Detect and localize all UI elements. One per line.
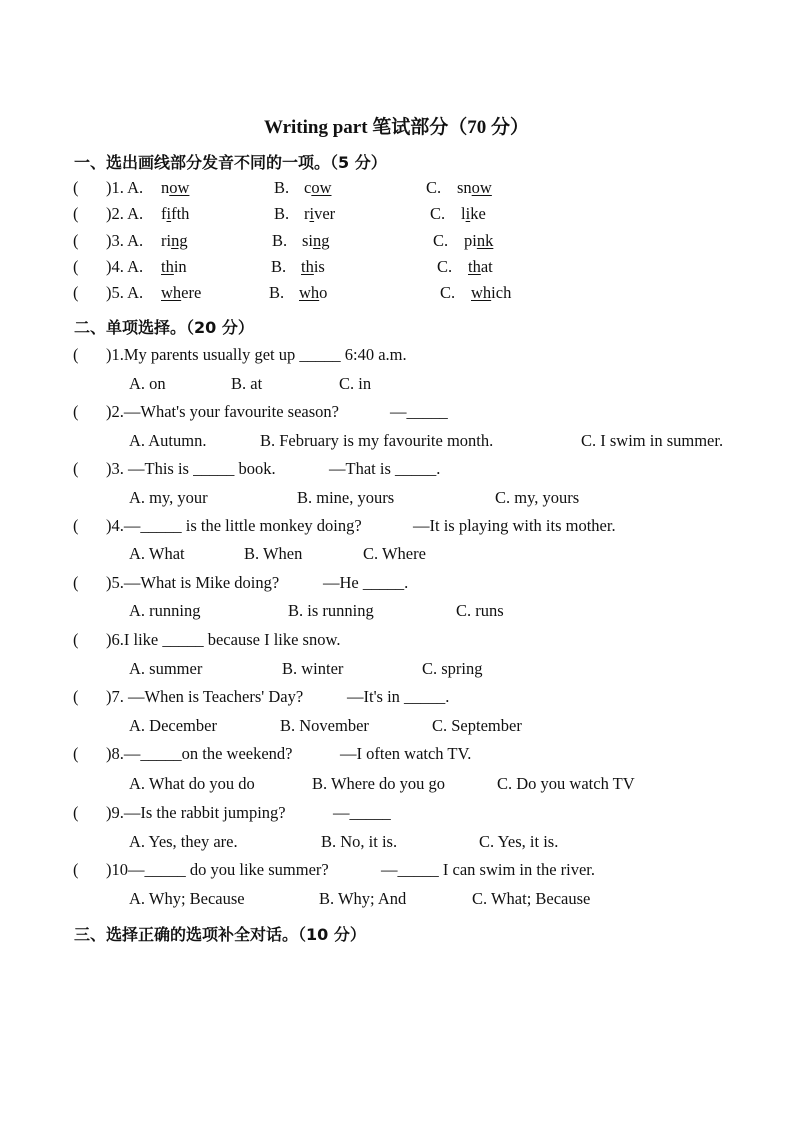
option-a: thin <box>161 257 187 276</box>
options-row <box>0 431 793 457</box>
question-stem: )7. —When is Teachers' Day? <box>106 687 304 706</box>
question-stem: )1.My parents usually get up _____ 6:40 a.m. <box>106 345 407 364</box>
answer-paren[interactable]: ( <box>73 204 79 223</box>
section-2-heading: 二、单项选择。（20 分） <box>74 318 254 337</box>
answer-paren[interactable]: ( <box>73 178 79 197</box>
option-b-label: B. <box>269 283 285 302</box>
option-b: B. mine, yours <box>297 488 395 507</box>
option-a: fifth <box>161 204 190 223</box>
answer-blank: —That is _____. <box>329 459 441 478</box>
option-c-label: C. <box>430 204 446 223</box>
question-number: )3. A. <box>106 231 144 250</box>
option-b: river <box>304 204 336 223</box>
answer-blank: —I often watch TV. <box>340 744 472 763</box>
answer-paren[interactable]: ( <box>73 573 79 592</box>
options-row <box>0 544 793 570</box>
options-row <box>0 832 793 858</box>
option-b-label: B. <box>274 204 290 223</box>
option-b-label: B. <box>271 257 287 276</box>
options-row <box>0 374 793 400</box>
option-a: A. running <box>129 601 201 620</box>
option-c-label: C. <box>437 257 453 276</box>
option-a: A. on <box>129 374 166 393</box>
answer-paren[interactable]: ( <box>73 257 79 276</box>
answer-blank: —It's in _____. <box>347 687 450 706</box>
option-c: pink <box>464 231 494 250</box>
answer-blank: —_____ I can swim in the river. <box>381 860 596 879</box>
question-row <box>0 257 793 283</box>
question-row <box>0 744 793 770</box>
question-stem: )4.—_____ is the little monkey doing? <box>106 516 362 535</box>
option-b: B. When <box>244 544 303 563</box>
option-c: snow <box>457 178 492 197</box>
options-row <box>0 488 793 514</box>
option-b: this <box>301 257 325 276</box>
options-row <box>0 716 793 742</box>
option-b: sing <box>302 231 330 250</box>
question-number: )2. A. <box>106 204 144 223</box>
answer-paren[interactable]: ( <box>73 459 79 478</box>
option-c: C. my, yours <box>495 488 580 507</box>
question-stem: )2.—What's your favourite season? <box>106 402 339 421</box>
option-a: A. Why; Because <box>129 889 245 908</box>
options-row <box>0 601 793 627</box>
option-a: A. Yes, they are. <box>129 832 238 851</box>
question-stem: )8.—_____on the weekend? <box>106 744 293 763</box>
answer-blank: —_____ <box>390 402 448 421</box>
option-c: C. September <box>432 716 522 735</box>
question-number: )5. A. <box>106 283 144 302</box>
question-row <box>0 231 793 257</box>
question-row <box>0 516 793 542</box>
options-row <box>0 889 793 915</box>
answer-blank: —It is playing with its mother. <box>413 516 616 535</box>
options-row <box>0 774 793 800</box>
option-c: C. Yes, it is. <box>479 832 559 851</box>
option-c: that <box>468 257 493 276</box>
option-c-label: C. <box>426 178 442 197</box>
option-c: C. Where <box>363 544 426 563</box>
answer-paren[interactable]: ( <box>73 402 79 421</box>
option-b: cow <box>304 178 332 197</box>
question-stem: )3. —This is _____ book. <box>106 459 276 478</box>
question-row <box>0 345 793 371</box>
option-c: C. runs <box>456 601 504 620</box>
option-c: C. in <box>339 374 372 393</box>
answer-paren[interactable]: ( <box>73 231 79 250</box>
option-c-label: C. <box>440 283 456 302</box>
option-a: where <box>161 283 202 302</box>
question-stem: )5.—What is Mike doing? <box>106 573 280 592</box>
option-a: A. What do you do <box>129 774 255 793</box>
option-b: B. No, it is. <box>321 832 398 851</box>
section-1-heading: 一、选出画线部分发音不同的一项。（5 分） <box>74 153 387 172</box>
question-row <box>0 803 793 829</box>
option-b-label: B. <box>274 178 290 197</box>
answer-paren[interactable]: ( <box>73 860 79 879</box>
option-b: B. at <box>231 374 263 393</box>
question-stem: )6.I like _____ because I like snow. <box>106 630 341 649</box>
question-row <box>0 687 793 713</box>
question-row <box>0 178 793 204</box>
option-b: B. November <box>280 716 369 735</box>
answer-blank: —_____ <box>333 803 391 822</box>
option-a: A. summer <box>129 659 203 678</box>
option-c: C. spring <box>422 659 483 678</box>
answer-paren[interactable]: ( <box>73 345 79 364</box>
option-a: A. my, your <box>129 488 208 507</box>
question-number: )1. A. <box>106 178 144 197</box>
question-row <box>0 860 793 886</box>
question-row <box>0 402 793 428</box>
question-row <box>0 283 793 309</box>
option-b: B. Why; And <box>319 889 407 908</box>
question-number: )4. A. <box>106 257 144 276</box>
option-b: B. is running <box>288 601 374 620</box>
answer-paren[interactable]: ( <box>73 687 79 706</box>
option-a: A. Autumn. <box>129 431 207 450</box>
option-c: C. Do you watch TV <box>497 774 635 793</box>
page-title: Writing part 笔试部分（70 分） <box>263 117 530 138</box>
option-b: B. February is my favourite month. <box>260 431 494 450</box>
section-3-heading: 三、选择正确的选项补全对话。（10 分） <box>74 925 366 944</box>
question-row <box>0 630 793 656</box>
option-b-label: B. <box>272 231 288 250</box>
option-b: B. winter <box>282 659 344 678</box>
answer-paren[interactable]: ( <box>73 516 79 535</box>
answer-paren[interactable]: ( <box>73 744 79 763</box>
question-stem: )10—_____ do you like summer? <box>106 860 329 879</box>
option-a: A. What <box>129 544 185 563</box>
answer-paren[interactable]: ( <box>73 283 79 302</box>
answer-blank: —He _____. <box>323 573 409 592</box>
answer-paren[interactable]: ( <box>73 630 79 649</box>
option-c: which <box>471 283 512 302</box>
question-row <box>0 459 793 485</box>
question-stem: )9.—Is the rabbit jumping? <box>106 803 286 822</box>
option-a: ring <box>161 231 188 250</box>
option-c: like <box>461 204 486 223</box>
question-row <box>0 204 793 230</box>
option-a: now <box>161 178 190 197</box>
option-c: C. What; Because <box>472 889 591 908</box>
question-row <box>0 573 793 599</box>
option-a: A. December <box>129 716 217 735</box>
option-c: C. I swim in summer. <box>581 431 724 450</box>
option-c-label: C. <box>433 231 449 250</box>
option-b: who <box>299 283 328 302</box>
options-row <box>0 659 793 685</box>
answer-paren[interactable]: ( <box>73 803 79 822</box>
option-b: B. Where do you go <box>312 774 446 793</box>
